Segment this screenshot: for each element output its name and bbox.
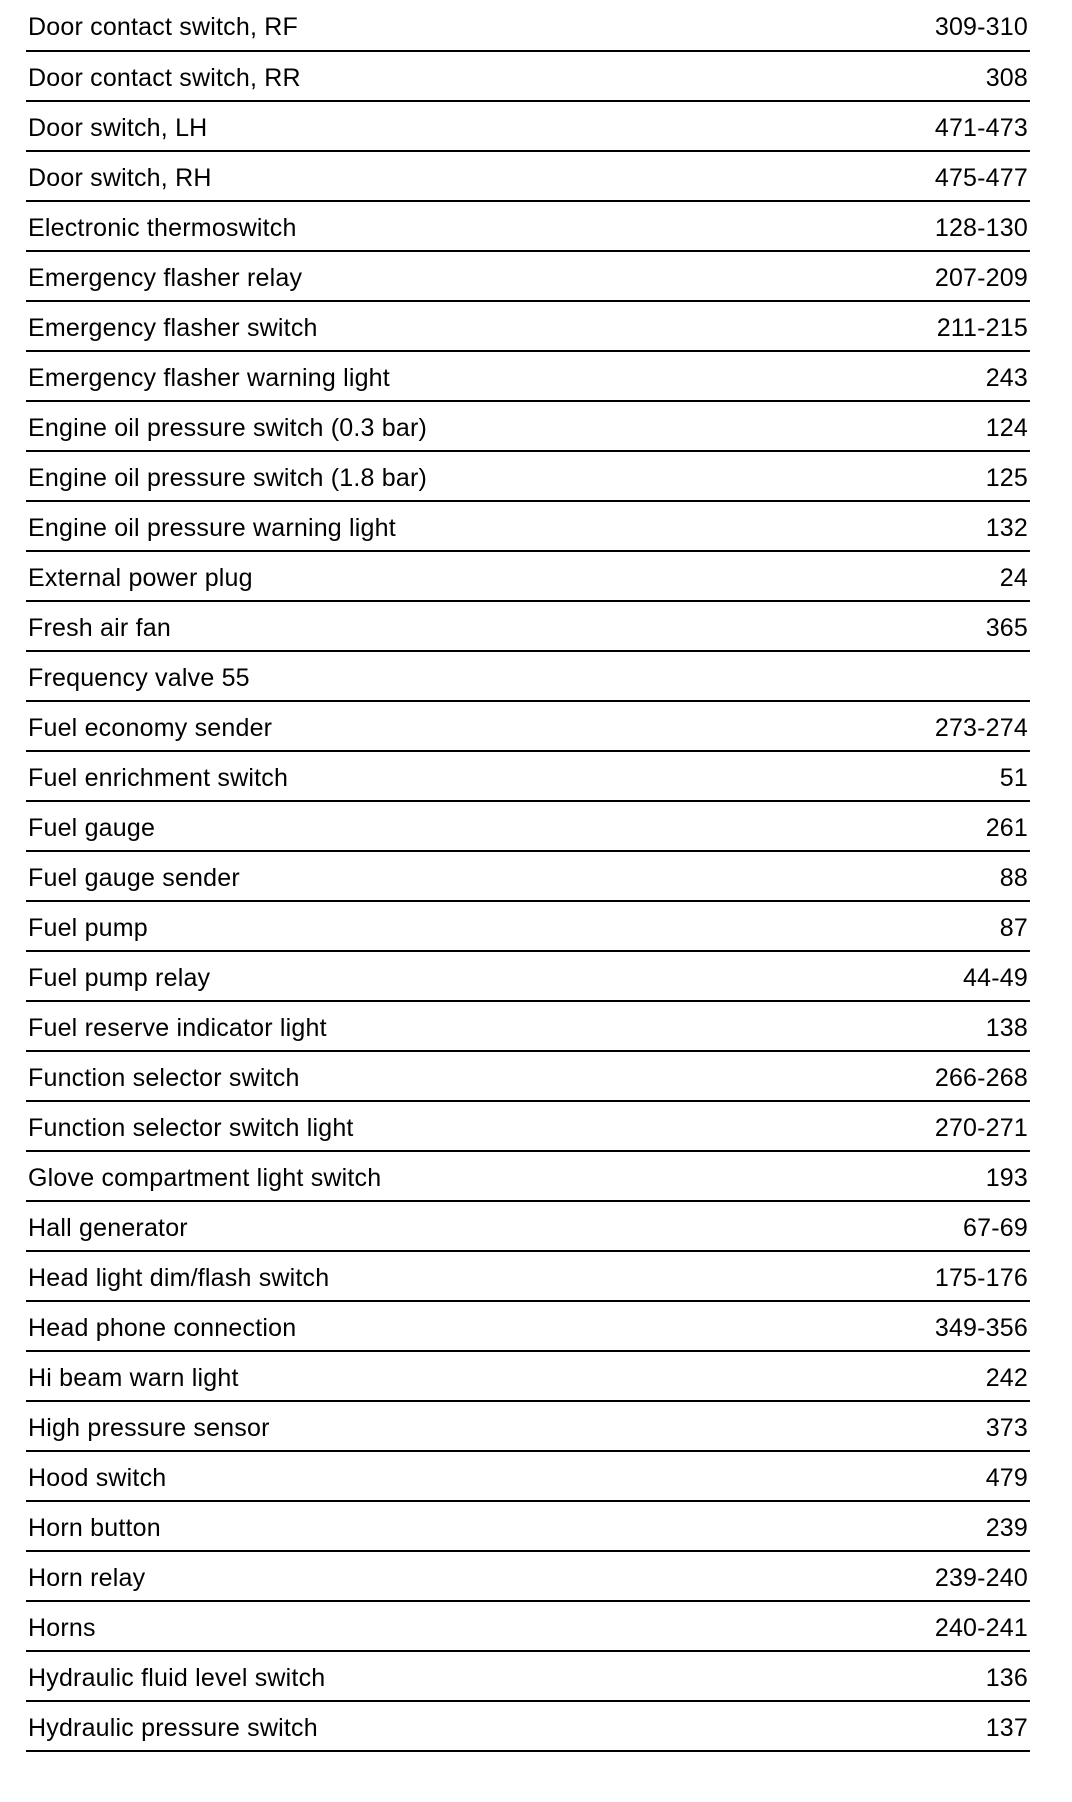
entry-label: Fuel reserve indicator light (28, 1013, 327, 1042)
index-row (26, 702, 1030, 752)
index-row (26, 1302, 1030, 1352)
entry-pages: 273-274 (934, 713, 1028, 742)
entry-pages: 479 (985, 1463, 1028, 1492)
index-row (26, 902, 1030, 952)
entry-label: Fuel pump relay (28, 963, 211, 992)
entry-label: Horns (28, 1613, 96, 1642)
entry-pages: 24 (999, 563, 1028, 592)
entry-pages: 242 (985, 1363, 1028, 1392)
index-row (26, 1352, 1030, 1402)
index-row (26, 602, 1030, 652)
index-row (26, 1102, 1030, 1152)
index-row (26, 202, 1030, 252)
index-row (26, 1052, 1030, 1102)
entry-label: Fuel pump (28, 913, 148, 942)
entry-pages: 128-130 (934, 213, 1028, 242)
index-row (26, 552, 1030, 602)
entry-label: Function selector switch light (28, 1113, 354, 1142)
index-row (26, 102, 1030, 152)
entry-label: Horn button (28, 1513, 161, 1542)
index-row (26, 352, 1030, 402)
entry-pages: 44-49 (963, 963, 1028, 992)
index-row (26, 1002, 1030, 1052)
entry-pages: 87 (999, 913, 1028, 942)
index-row (26, 752, 1030, 802)
entry-label: Horn relay (28, 1563, 146, 1592)
index-row (26, 1702, 1030, 1752)
entry-label: External power plug (28, 563, 253, 592)
entry-label: High pressure sensor (28, 1413, 270, 1442)
index-row (26, 1652, 1030, 1702)
entry-pages: 239-240 (934, 1563, 1028, 1592)
index-row (26, 1452, 1030, 1502)
index-row (26, 152, 1030, 202)
entry-label: Hood switch (28, 1463, 167, 1492)
index-row (26, 1502, 1030, 1552)
entry-label: Fuel gauge sender (28, 863, 240, 892)
entry-pages: 124 (985, 413, 1028, 442)
entry-label: Hi beam warn light (28, 1363, 239, 1392)
index-row (26, 452, 1030, 502)
index-row (26, 1402, 1030, 1452)
index-row (26, 1602, 1030, 1652)
entry-pages: 243 (985, 363, 1028, 392)
index-row (26, 852, 1030, 902)
index-row (26, 952, 1030, 1002)
entry-pages: 211-215 (936, 313, 1028, 342)
entry-pages: 270-271 (934, 1113, 1028, 1142)
entry-pages: 471-473 (934, 113, 1028, 142)
entry-label: Emergency flasher warning light (28, 363, 390, 392)
entry-label: Glove compartment light switch (28, 1163, 382, 1192)
index-row (26, 652, 1030, 702)
entry-label: Head phone connection (28, 1313, 297, 1342)
entry-pages: 132 (985, 513, 1028, 542)
entry-pages: 309-310 (934, 12, 1028, 41)
entry-pages: 261 (985, 813, 1028, 842)
entry-pages: 137 (985, 1713, 1028, 1742)
index-row (26, 0, 1030, 52)
entry-pages: 88 (999, 863, 1028, 892)
entry-pages: 193 (985, 1163, 1028, 1192)
entry-label: Emergency flasher relay (28, 263, 303, 292)
entry-pages: 175-176 (934, 1263, 1028, 1292)
entry-pages: 67-69 (963, 1213, 1028, 1242)
entry-label: Engine oil pressure warning light (28, 513, 396, 542)
index-row (26, 802, 1030, 852)
index-row (26, 1552, 1030, 1602)
index-row (26, 402, 1030, 452)
entry-pages: 125 (985, 463, 1028, 492)
entry-label: Hydraulic fluid level switch (28, 1663, 326, 1692)
entry-label: Fuel enrichment switch (28, 763, 289, 792)
index-row (26, 252, 1030, 302)
entry-pages: 475-477 (934, 163, 1028, 192)
entry-pages: 51 (999, 763, 1028, 792)
entry-label: Engine oil pressure switch (1.8 bar) (28, 463, 428, 492)
index-row (26, 502, 1030, 552)
entry-pages: 207-209 (934, 263, 1028, 292)
entry-pages: 136 (985, 1663, 1028, 1692)
entry-pages: 308 (985, 63, 1028, 92)
entry-pages: 240-241 (934, 1613, 1028, 1642)
entry-pages: 138 (985, 1013, 1028, 1042)
entry-pages: 373 (985, 1413, 1028, 1442)
entry-label: Frequency valve 55 (28, 663, 250, 692)
entry-label: Door switch, LH (28, 113, 208, 142)
index-row (26, 1152, 1030, 1202)
entry-label: Fresh air fan (28, 613, 171, 642)
entry-label: Hydraulic pressure switch (28, 1713, 318, 1742)
component-index-list (26, 0, 1030, 1752)
index-row (26, 52, 1030, 102)
entry-label: Electronic thermoswitch (28, 213, 297, 242)
entry-pages: 239 (985, 1513, 1028, 1542)
entry-label: Hall generator (28, 1213, 188, 1242)
entry-label: Fuel gauge (28, 813, 156, 842)
entry-pages: 349-356 (934, 1313, 1028, 1342)
entry-label: Head light dim/flash switch (28, 1263, 330, 1292)
entry-label: Door switch, RH (28, 163, 212, 192)
entry-label: Door contact switch, RF (28, 12, 298, 41)
entry-label: Door contact switch, RR (28, 63, 301, 92)
entry-label: Engine oil pressure switch (0.3 bar) (28, 413, 428, 442)
entry-label: Emergency flasher switch (28, 313, 318, 342)
index-row (26, 1202, 1030, 1252)
entry-pages: 365 (985, 613, 1028, 642)
entry-pages: 266-268 (934, 1063, 1028, 1092)
entry-label: Fuel economy sender (28, 713, 273, 742)
index-row (26, 1252, 1030, 1302)
entry-label: Function selector switch (28, 1063, 300, 1092)
index-row (26, 302, 1030, 352)
